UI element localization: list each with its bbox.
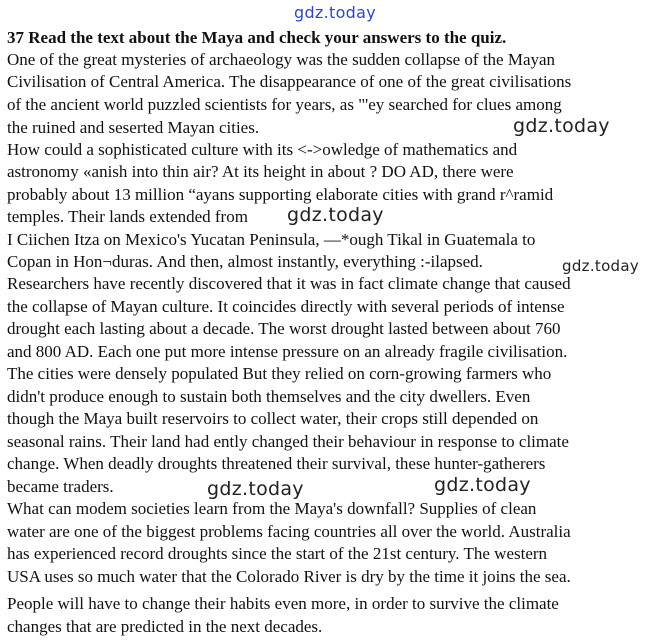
watermark: gdz.today [287, 204, 384, 226]
text-line: became traders. [7, 477, 114, 496]
text-line: drought each lasting about a decade. The worst drought lasted between about 760 [7, 319, 561, 338]
text-line: The cities were densely populated But they relied on corn-growing farmers who [7, 364, 552, 383]
text-line: though the Maya built reservoirs to collect water, their crops still depended on [7, 409, 539, 428]
text-line: USA uses so much water that the Colorado River is dry by the time it joins the sea. [7, 567, 571, 586]
text-line: I Ciichen Itza on Mexico's Yucatan Peninsula, —*ough Tikal in Guatemala to [7, 230, 536, 249]
text-line: temples. Their lands extended from [7, 207, 248, 226]
text-line: seasonal rains. Their land had ently changed their behaviour in response to climate [7, 432, 569, 451]
text-line: One of the great mysteries of archaeology was the sudden collapse of the Mayan [7, 50, 556, 69]
text-line: the ruined and seserted Mayan cities. [7, 118, 260, 137]
text-line: Civilisation of Central America. The disappearance of one of the great civilisations [7, 72, 572, 91]
exercise-title: 37 Read the text about the Maya and check your answers to the quiz. [7, 28, 507, 47]
text-line: Copan in Hon¬duras. And then, almost instantly, everything :-ilapsed. [7, 252, 483, 271]
text-line: water are one of the biggest problems facing countries all over the world. Australia [7, 522, 571, 541]
text-line: Researchers have recently discovered that it was in fact climate change that caused [7, 274, 571, 293]
watermark: gdz.today [513, 115, 610, 137]
watermark: gdz.today [562, 257, 640, 275]
text-line: didn't produce enough to sustain both themselves and the city dwellers. Even [7, 387, 531, 406]
text-line: How could a sophisticated culture with its <->owledge of mathematics and [7, 140, 518, 159]
watermark: gdz.today [207, 478, 304, 500]
text-line: of the ancient world puzzled scientists for years, as "'ey searched for clues among [7, 95, 562, 114]
text-line: People will have to change their habits even more, in order to survive the climate [7, 594, 559, 613]
watermark-top: gdz.today [294, 3, 376, 22]
text-line: changes that are predicted in the next decades. [7, 617, 323, 636]
text-line: the collapse of Mayan culture. It coincides directly with several periods of intense [7, 297, 565, 316]
text-line: and 800 AD. Each one put more intense pressure on an already fragile civilisation. [7, 342, 568, 361]
watermark: gdz.today [434, 474, 531, 496]
text-line: change. When deadly droughts threatened their survival, these hunter-gatherers [7, 454, 546, 473]
text-line: astronomy «anish into thin air? At its height in about ? DO AD, there were [7, 162, 514, 181]
text-line: has experienced record droughts since the start of the 21st century. The western [7, 544, 548, 563]
text-line: probably about 13 million “ayans supporting elaborate cities with grand r^ramid [7, 185, 554, 204]
text-line: What can modem societies learn from the Maya's downfall? Supplies of clean [7, 499, 537, 518]
